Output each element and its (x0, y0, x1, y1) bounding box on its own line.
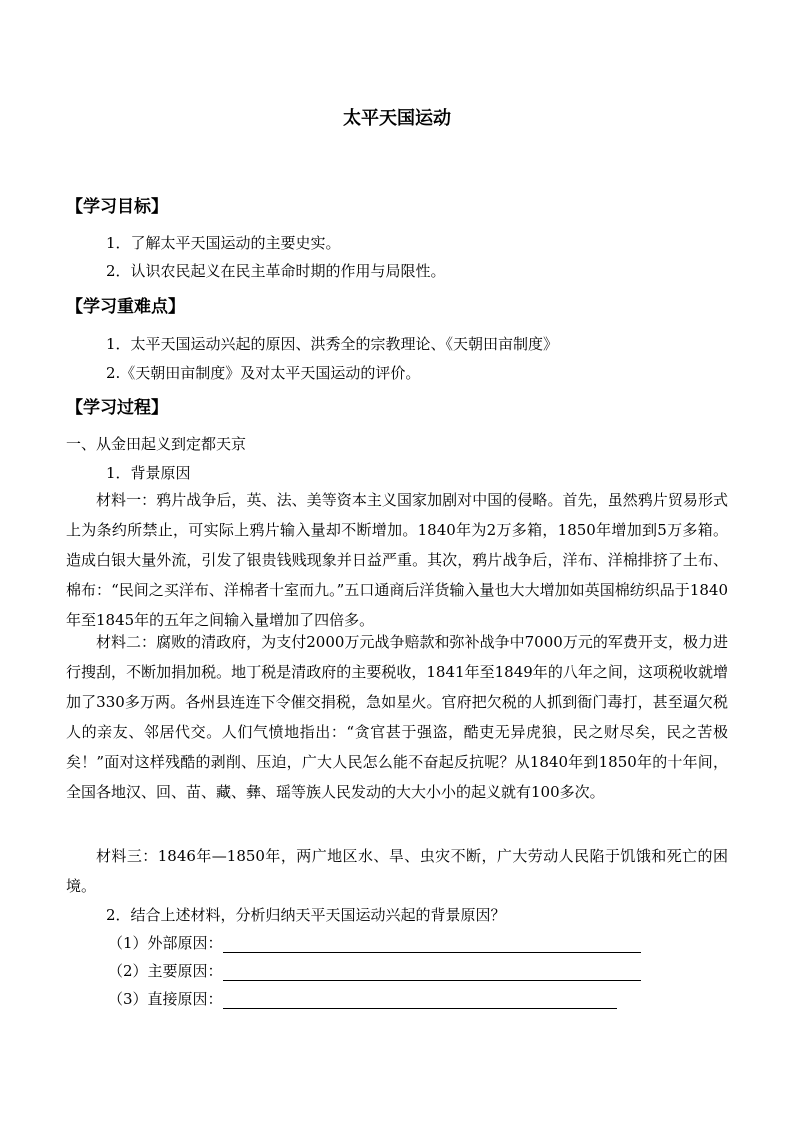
answer-row-main (108, 960, 641, 981)
goal-item: 2．认识农民起义在民主革命时期的作用与局限性。 (106, 262, 446, 280)
material-one: 材料一：鸦片战争后，英、法、美等资本主义国家加剧对中国的侵略。首先，虽然鸦片贸易形式上为条约所禁止，可实际上鸦片输入量却不断增加。1840年为2万多箱，1850年增加到5万多箱。造成白银大量外流，引发了银贵钱贱现象并日益严重。其次，鸦片战争后，洋布、洋棉排挤了土布、棉布：“民间之买洋布、洋棉者十室而九。”五口通商后洋货输入量也大大增加如英国棉纺织品于1840年至1845年的五年之间输入量增加了四倍多。 (66, 491, 728, 629)
answer-label: （1）外部原因： (108, 934, 223, 952)
key-point-item: 2.《天朝田亩制度》及对太平天国运动的评价。 (106, 364, 421, 382)
key-points-heading: 【学习重难点】 (66, 297, 185, 317)
answer-blank-line[interactable] (223, 962, 641, 981)
page-title: 太平天国运动 (343, 108, 451, 129)
answer-blank-line[interactable] (223, 934, 641, 953)
subsection-title: 1．背景原因 (106, 464, 191, 482)
goals-heading: 【学习目标】 (66, 197, 168, 217)
key-point-item: 1．太平天国运动兴起的原因、洪秀全的宗教理论、《天朝田亩制度》 (106, 335, 559, 353)
answer-label: （3）直接原因： (108, 990, 223, 1008)
goal-item: 1．了解太平天国运动的主要史实。 (106, 234, 341, 252)
answer-row-external (108, 932, 641, 953)
answer-blank-line[interactable] (223, 990, 617, 1009)
answer-label: （2）主要原因： (108, 962, 223, 980)
process-heading: 【学习过程】 (66, 398, 168, 418)
material-three: 材料三：1846年—1850年，两广地区水、旱、虫灾不断，广大劳动人民陷于饥饿和死亡的困境。 (66, 847, 728, 895)
answer-row-direct (108, 988, 617, 1009)
part1-title: 一、从金田起义到定都天京 (66, 435, 247, 453)
material-two: 材料二：腐败的清政府，为支付2000万元战争赔款和弥补战争中7000万元的军费开支，极力进行搜刮，不断加捐加税。地丁税是清政府的主要税收，1841年至1849年的八年之间，这项税收就增加了330多万两。各州县连连下令催交捐税，急如星火。官府把欠税的人抓到衙门毒打，甚至逼欠税人的亲友、邻居代交。人们气愤地指出：“贪官甚于强盗，酷吏无异虎狼，民之财尽矣，民之苦极矣！”面对这样残酷的剥削、压迫，广大人民怎么能不奋起反抗呢？从1840年到1850年的十年间，全国各地汉、回、苗、藏、彝、瑶等族人民发动的大大小小的起义就有100多次。 (66, 633, 728, 801)
analysis-question: 2．结合上述材料，分析归纳天平天国运动兴起的背景原因？ (106, 906, 506, 924)
